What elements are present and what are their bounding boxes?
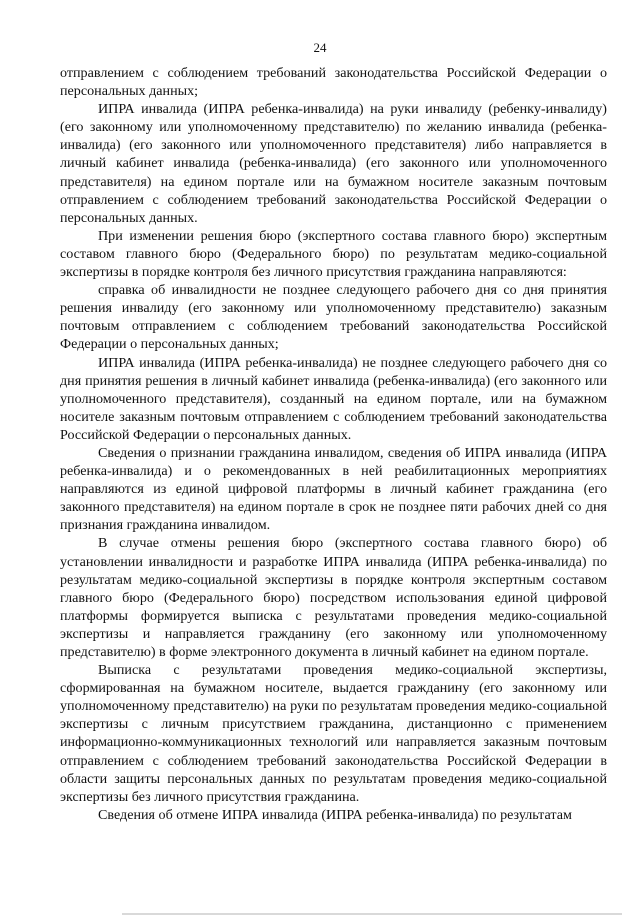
- paragraph: ИПРА инвалида (ИПРА ребенка-инвалида) на руки инвалиду (ребенку-инвалиду) (его законному или уполномоченному представителю) по желанию инвалида (ребенка-инвалида) (его законного или уполномоченного представителя) либо направляется в личный кабинет инвалида (ребенка-инвалида) (его законного или уполномоченного представителя) на едином портале или на бумажном носителе заказным почтовым отправлением с соблюдением требований законодательства Российской Федерации о персональных данных.: [60, 101, 607, 226]
- paragraph-truncated: Сведения об отмене ИПРА инвалида (ИПРА ребенка-инвалида) по результатам: [98, 806, 572, 823]
- document-body: [60, 64, 607, 824]
- paragraph: При изменении решения бюро (экспертного состава главного бюро) экспертным составом главного бюро (Федерального бюро) по результатам медико-социальной экспертизы в порядке контроля без личного присутствия гражданина направляются:: [60, 227, 607, 281]
- paragraph: В случае отмены решения бюро (экспертного состава главного бюро) об установлении инвалидности и разработке ИПРА инвалида (ИПРА ребенка-инвалида) по результатам медико-социальной экспертизы в порядке контроля экспертным составом главного бюро (Федерального бюро) посредством использования единой цифровой платформы формируется выписка с результатами проведения медико-социальной экспертизы и направляется гражданину (его законному или уполномоченному представителю) в форме электронного документа в личный кабинет на едином портале.: [60, 535, 607, 660]
- paragraph-continuation: отправлением с соблюдением требований законодательства Российской Федерации о персональных данных;: [60, 65, 607, 100]
- page-number: 24: [313, 40, 327, 55]
- paragraph: Выписка с результатами проведения медико-социальной экспертизы, сформированная на бумажном носителе, выдается гражданину (его законному или уполномоченному представителю) на руки по результатам проведения медико-социальной экспертизы с личным присутствием гражданина, дистанционно с применением информационно-коммуникационных технологий или направляется заказным почтовым отправлением с соблюдением требований законодательства Российской Федерации в области защиты персональных данных по результатам проведения медико-социальной экспертизы без личного присутствия гражданина.: [60, 662, 607, 805]
- paragraph: Сведения о признании гражданина инвалидом, сведения об ИПРА инвалида (ИПРА ребенка-инвалида) и о рекомендованных в ней реабилитационных мероприятиях направляются из единой цифровой платформы в личный кабинет гражданина (его законного представителя) на едином портале в срок не позднее пяти рабочих дней со дня признания гражданина инвалидом.: [60, 444, 607, 534]
- scan-edge-line: [122, 913, 622, 915]
- paragraph: ИПРА инвалида (ИПРА ребенка-инвалида) не позднее следующего рабочего дня со дня принятия решения в личный кабинет инвалида (ребенка-инвалида) (его законного или уполномоченного представителя), созданный на едином портале, или на бумажном носителе заказным почтовым отправлением с соблюдением требований законодательства Российской Федерации о персональных данных.: [60, 354, 607, 443]
- paragraph: справка об инвалидности не позднее следующего рабочего дня со дня принятия решения инвалиду (его законному или уполномоченному представителю) заказным почтовым отправлением с соблюдением требований законодательства Российской Федерации о персональных данных;: [60, 282, 607, 353]
